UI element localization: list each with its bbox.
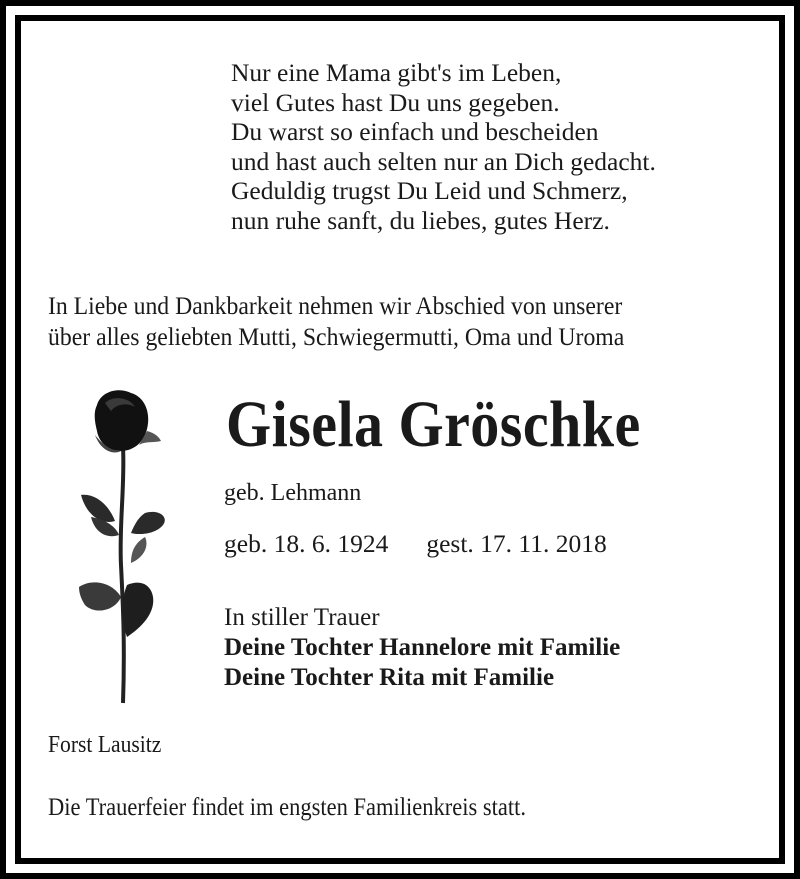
rose-icon	[75, 385, 165, 705]
memorial-poem	[231, 58, 656, 235]
poem-line: Nur eine Mama gibt's im Leben,	[231, 58, 562, 87]
intro-line: über alles geliebten Mutti, Schwiegermutti, Oma und Uroma	[48, 322, 625, 351]
mourners-heading: In stiller Trauer	[224, 604, 380, 631]
deceased-name: Gisela Gröschke	[226, 388, 641, 461]
intro-line: In Liebe und Dankbarkeit nehmen wir Abschied von unserer	[48, 291, 623, 320]
mourner-name: Deine Tochter Rita mit Familie	[224, 664, 555, 691]
maiden-name: geb. Lehmann	[224, 480, 362, 506]
poem-line: nun ruhe sanft, du liebes, gutes Herz.	[231, 205, 610, 235]
mourners-block	[224, 603, 620, 693]
farewell-intro	[48, 290, 624, 352]
place-name: Forst Lausitz	[48, 732, 162, 758]
mourner-name: Deine Tochter Hannelore mit Familie	[224, 634, 621, 661]
death-date: gest. 17. 11. 2018	[426, 529, 607, 558]
poem-line: Geduldig trugst Du Leid und Schmerz,	[231, 176, 628, 205]
funeral-notice: Die Trauerfeier findet im engsten Familienkreis statt.	[48, 794, 527, 821]
poem-line: Du warst so einfach und bescheiden	[231, 117, 599, 146]
poem-line: viel Gutes hast Du uns gegeben.	[231, 87, 560, 117]
life-dates	[224, 528, 607, 560]
birth-date: geb. 18. 6. 1924	[224, 529, 389, 558]
poem-line: und hast auch selten nur an Dich gedacht.	[231, 146, 656, 176]
